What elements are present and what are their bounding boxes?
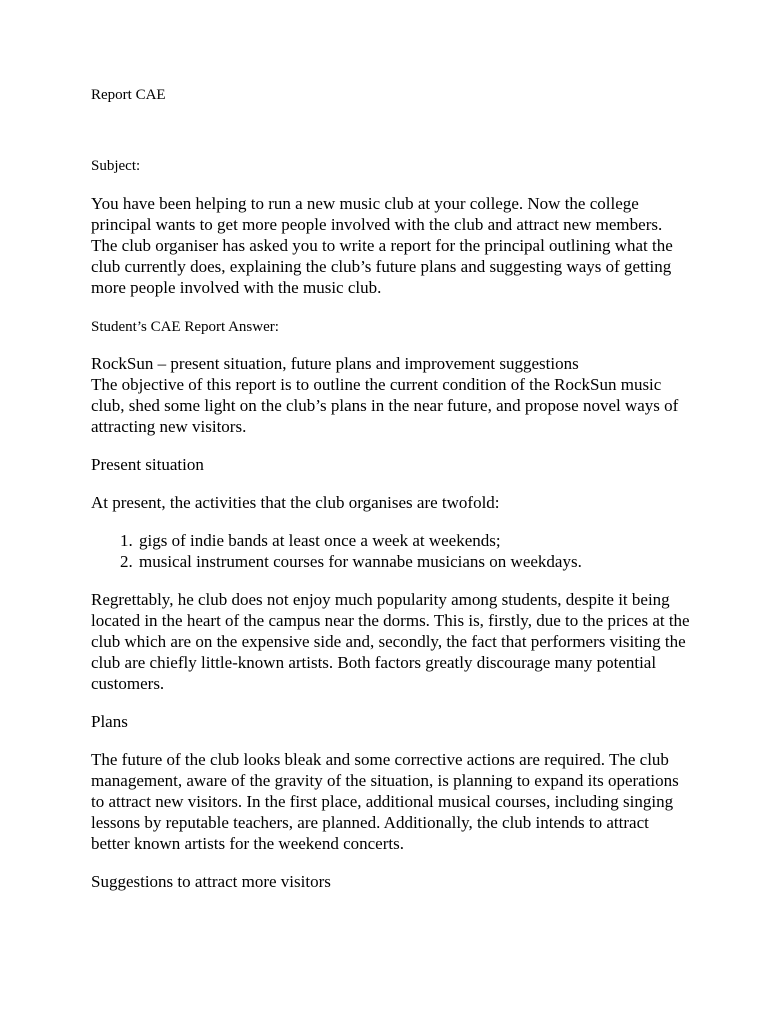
present-lead-paragraph: At present, the activities that the club organises are twofold: bbox=[91, 493, 500, 512]
document-page bbox=[91, 86, 691, 892]
report-intro bbox=[91, 353, 691, 437]
section-heading-suggestions: Suggestions to attract more visitors bbox=[91, 872, 331, 891]
section-heading-present: Present situation bbox=[91, 455, 204, 474]
list-item: 2. musical instrument courses for wannabe musicians on weekdays. bbox=[137, 551, 691, 572]
report-title: RockSun – present situation, future plans and improvement suggestions bbox=[91, 354, 579, 373]
subject-paragraph: You have been helping to run a new music club at your college. Now the college principal wants to get more people involved with the club and attract new members. The club organiser has asked you to write a report for the principal outlining what the club currently does, explaining the club’s future plans and suggesting ways of getting more people involved with the music club. bbox=[91, 194, 673, 297]
list-item: 1. gigs of indie bands at least once a week at weekends; bbox=[137, 530, 691, 551]
document-title: Report CAE bbox=[91, 87, 166, 103]
plans-paragraph: The future of the club looks bleak and some corrective actions are required. The club management, aware of the gravity of the situation, is planning to expand its operations to attract new visitors. In the first place, additional musical courses, including singing lessons by reputable teachers, are planned. Additionally, the club intends to attract better known artists for the weekend concerts. bbox=[91, 750, 679, 853]
present-paragraph: Regrettably, he club does not enjoy much popularity among students, despite it being located in the heart of the campus near the dorms. This is, firstly, due to the prices at the club which are on the expensive side and, secondly, the fact that performers visiting the club are chiefly little-known artists. Both factors greatly discourage many potential customers. bbox=[91, 590, 690, 693]
answer-label: Student’s CAE Report Answer: bbox=[91, 319, 279, 335]
objective-paragraph: The objective of this report is to outline the current condition of the RockSun music club, shed some light on the club’s plans in the near future, and propose novel ways of attracting new visitors. bbox=[91, 375, 679, 436]
section-heading-plans: Plans bbox=[91, 712, 128, 731]
activities-list bbox=[91, 530, 691, 572]
subject-label: Subject: bbox=[91, 158, 141, 174]
